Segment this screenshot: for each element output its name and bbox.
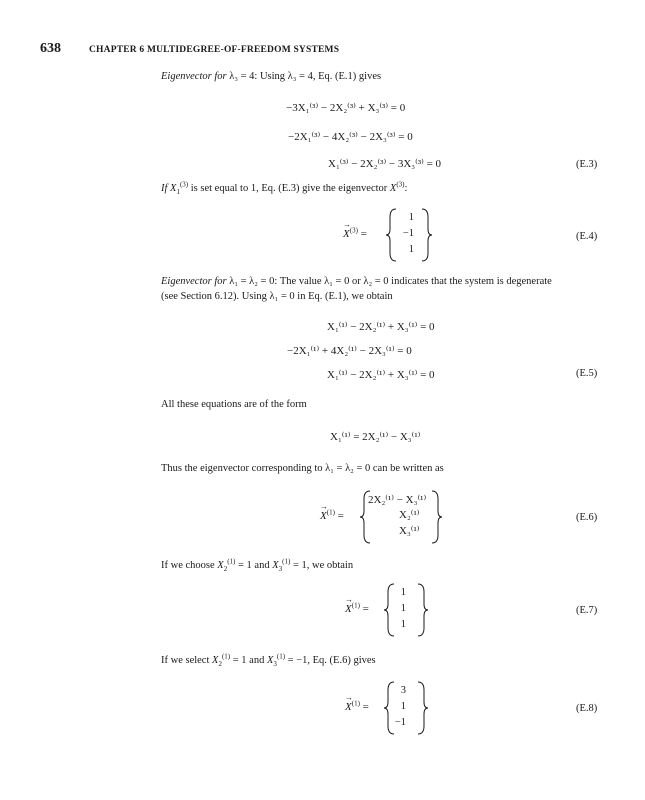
vector-e7-entry-2: 1: [400, 603, 406, 614]
equation-number-e4: (E.4): [576, 231, 598, 242]
paragraph-select: If we select $X_2^{(1)} = 1$ and $X_3^{(1)} = -1$, Eq. (E.6) gives: [161, 652, 376, 669]
paragraph-form: All these equations are of the form: [161, 399, 307, 410]
paragraph-text: = −1, Eq. (E.6) gives: [287, 655, 376, 666]
vector-label-e6: → $X^{(1)}$ =: [320, 510, 344, 522]
paragraph-text: = 1 and: [232, 655, 265, 666]
equation-number-e3: (E.3): [576, 159, 598, 170]
vector-e8-entry-2: 1: [400, 701, 406, 712]
paragraph-text: If we choose: [161, 560, 215, 571]
vector-e7-entry-3: 1: [400, 619, 406, 630]
equation-e3-line2: −2X₁⁽³⁾ − 4X₂⁽³⁾ − 2X₃⁽³⁾ = 0: [288, 131, 413, 143]
paragraph-set-equal: If $X_1^{(3)}$ is set equal to 1, Eq. (E.3) give the eigenvector $X^{(3)}$:: [161, 180, 408, 197]
equation-number-e7: (E.7): [576, 605, 598, 616]
running-head: CHAPTER 6 MULTIDEGREE-OF-FREEDOM SYSTEMS: [89, 45, 340, 55]
vector-e6-entry-3: X₃⁽¹⁾: [399, 525, 420, 537]
paragraph-text: λ₁ = λ₂ = 0: The value λ₁ = 0 or λ₂ = 0 indicates that the system is degenerate: [229, 276, 552, 287]
equation-e3-line1: −3X₁⁽³⁾ − 2X₂⁽³⁾ + X₃⁽³⁾ = 0: [286, 102, 406, 114]
equation-e5-line2: −2X₁⁽¹⁾ + 4X₂⁽¹⁾ − 2X₃⁽¹⁾ = 0: [287, 345, 412, 357]
equation-e5-line3: X₁⁽¹⁾ − 2X₂⁽¹⁾ + X₃⁽¹⁾ = 0: [327, 369, 435, 381]
paragraph-eigenvector-1: [161, 276, 552, 287]
equation-form: X₁⁽¹⁾ = 2X₂⁽¹⁾ − X₃⁽¹⁾: [330, 431, 421, 443]
paragraph-text: = 1, we obtain: [292, 560, 354, 571]
paragraph-thus: Thus the eigenvector corresponding to λ₁ = λ₂ = 0 can be written as: [161, 463, 444, 474]
vector-e8-entry-3: −1: [394, 717, 406, 728]
paragraph-eigenvector-1-line2: (see Section 6.12). Using λ₁ = 0 in Eq. (E.1), we obtain: [161, 291, 393, 302]
vector-e4-entry-1: 1: [408, 212, 414, 223]
page-number: 638: [40, 41, 61, 56]
paragraph-eigenvector-3: [161, 71, 381, 82]
vector-e4-entry-3: 1: [408, 244, 414, 255]
equation-number-e8: (E.8): [576, 703, 598, 714]
paragraph-text: = 1 and: [238, 560, 270, 571]
vector-e6-entry-2: X₂⁽¹⁾: [399, 509, 420, 521]
paragraph-text: If we select: [161, 655, 210, 666]
vector-e8-entry-1: 3: [400, 685, 406, 696]
paragraph-text: λ₃ = 4: Using λ₃ = 4, Eq. (E.1) gives: [229, 71, 382, 82]
equation-e3-line3: X₁⁽³⁾ − 2X₂⁽³⁾ − 3X₃⁽³⁾ = 0: [328, 158, 442, 170]
vector-label-e8: → $X^{(1)}$ =: [345, 701, 369, 713]
equation-number-e5: (E.5): [576, 368, 598, 379]
italic-lead: Eigenvector for: [161, 276, 227, 287]
vector-label-e4: → $X^{(3)}$ =: [343, 228, 367, 240]
vector-label-e7: → $X^{(1)}$ =: [345, 603, 369, 615]
vector-e4-entry-2: −1: [402, 228, 414, 239]
vector-e7-entry-1: 1: [400, 587, 406, 598]
vector-e6-entry-1: 2X₂⁽¹⁾ − X₃⁽¹⁾: [368, 494, 427, 506]
equation-e5-line1: X₁⁽¹⁾ − 2X₂⁽¹⁾ + X₃⁽¹⁾ = 0: [327, 321, 435, 333]
paragraph-text: is set equal to 1, Eq. (E.3) give the eigenvector: [190, 183, 388, 194]
equation-number-e6: (E.6): [576, 512, 598, 523]
italic-lead: Eigenvector for: [161, 71, 227, 82]
paragraph-choose: If we choose $X_2^{(1)} = 1$ and $X_3^{(1)} = 1$, we obtain: [161, 557, 354, 574]
